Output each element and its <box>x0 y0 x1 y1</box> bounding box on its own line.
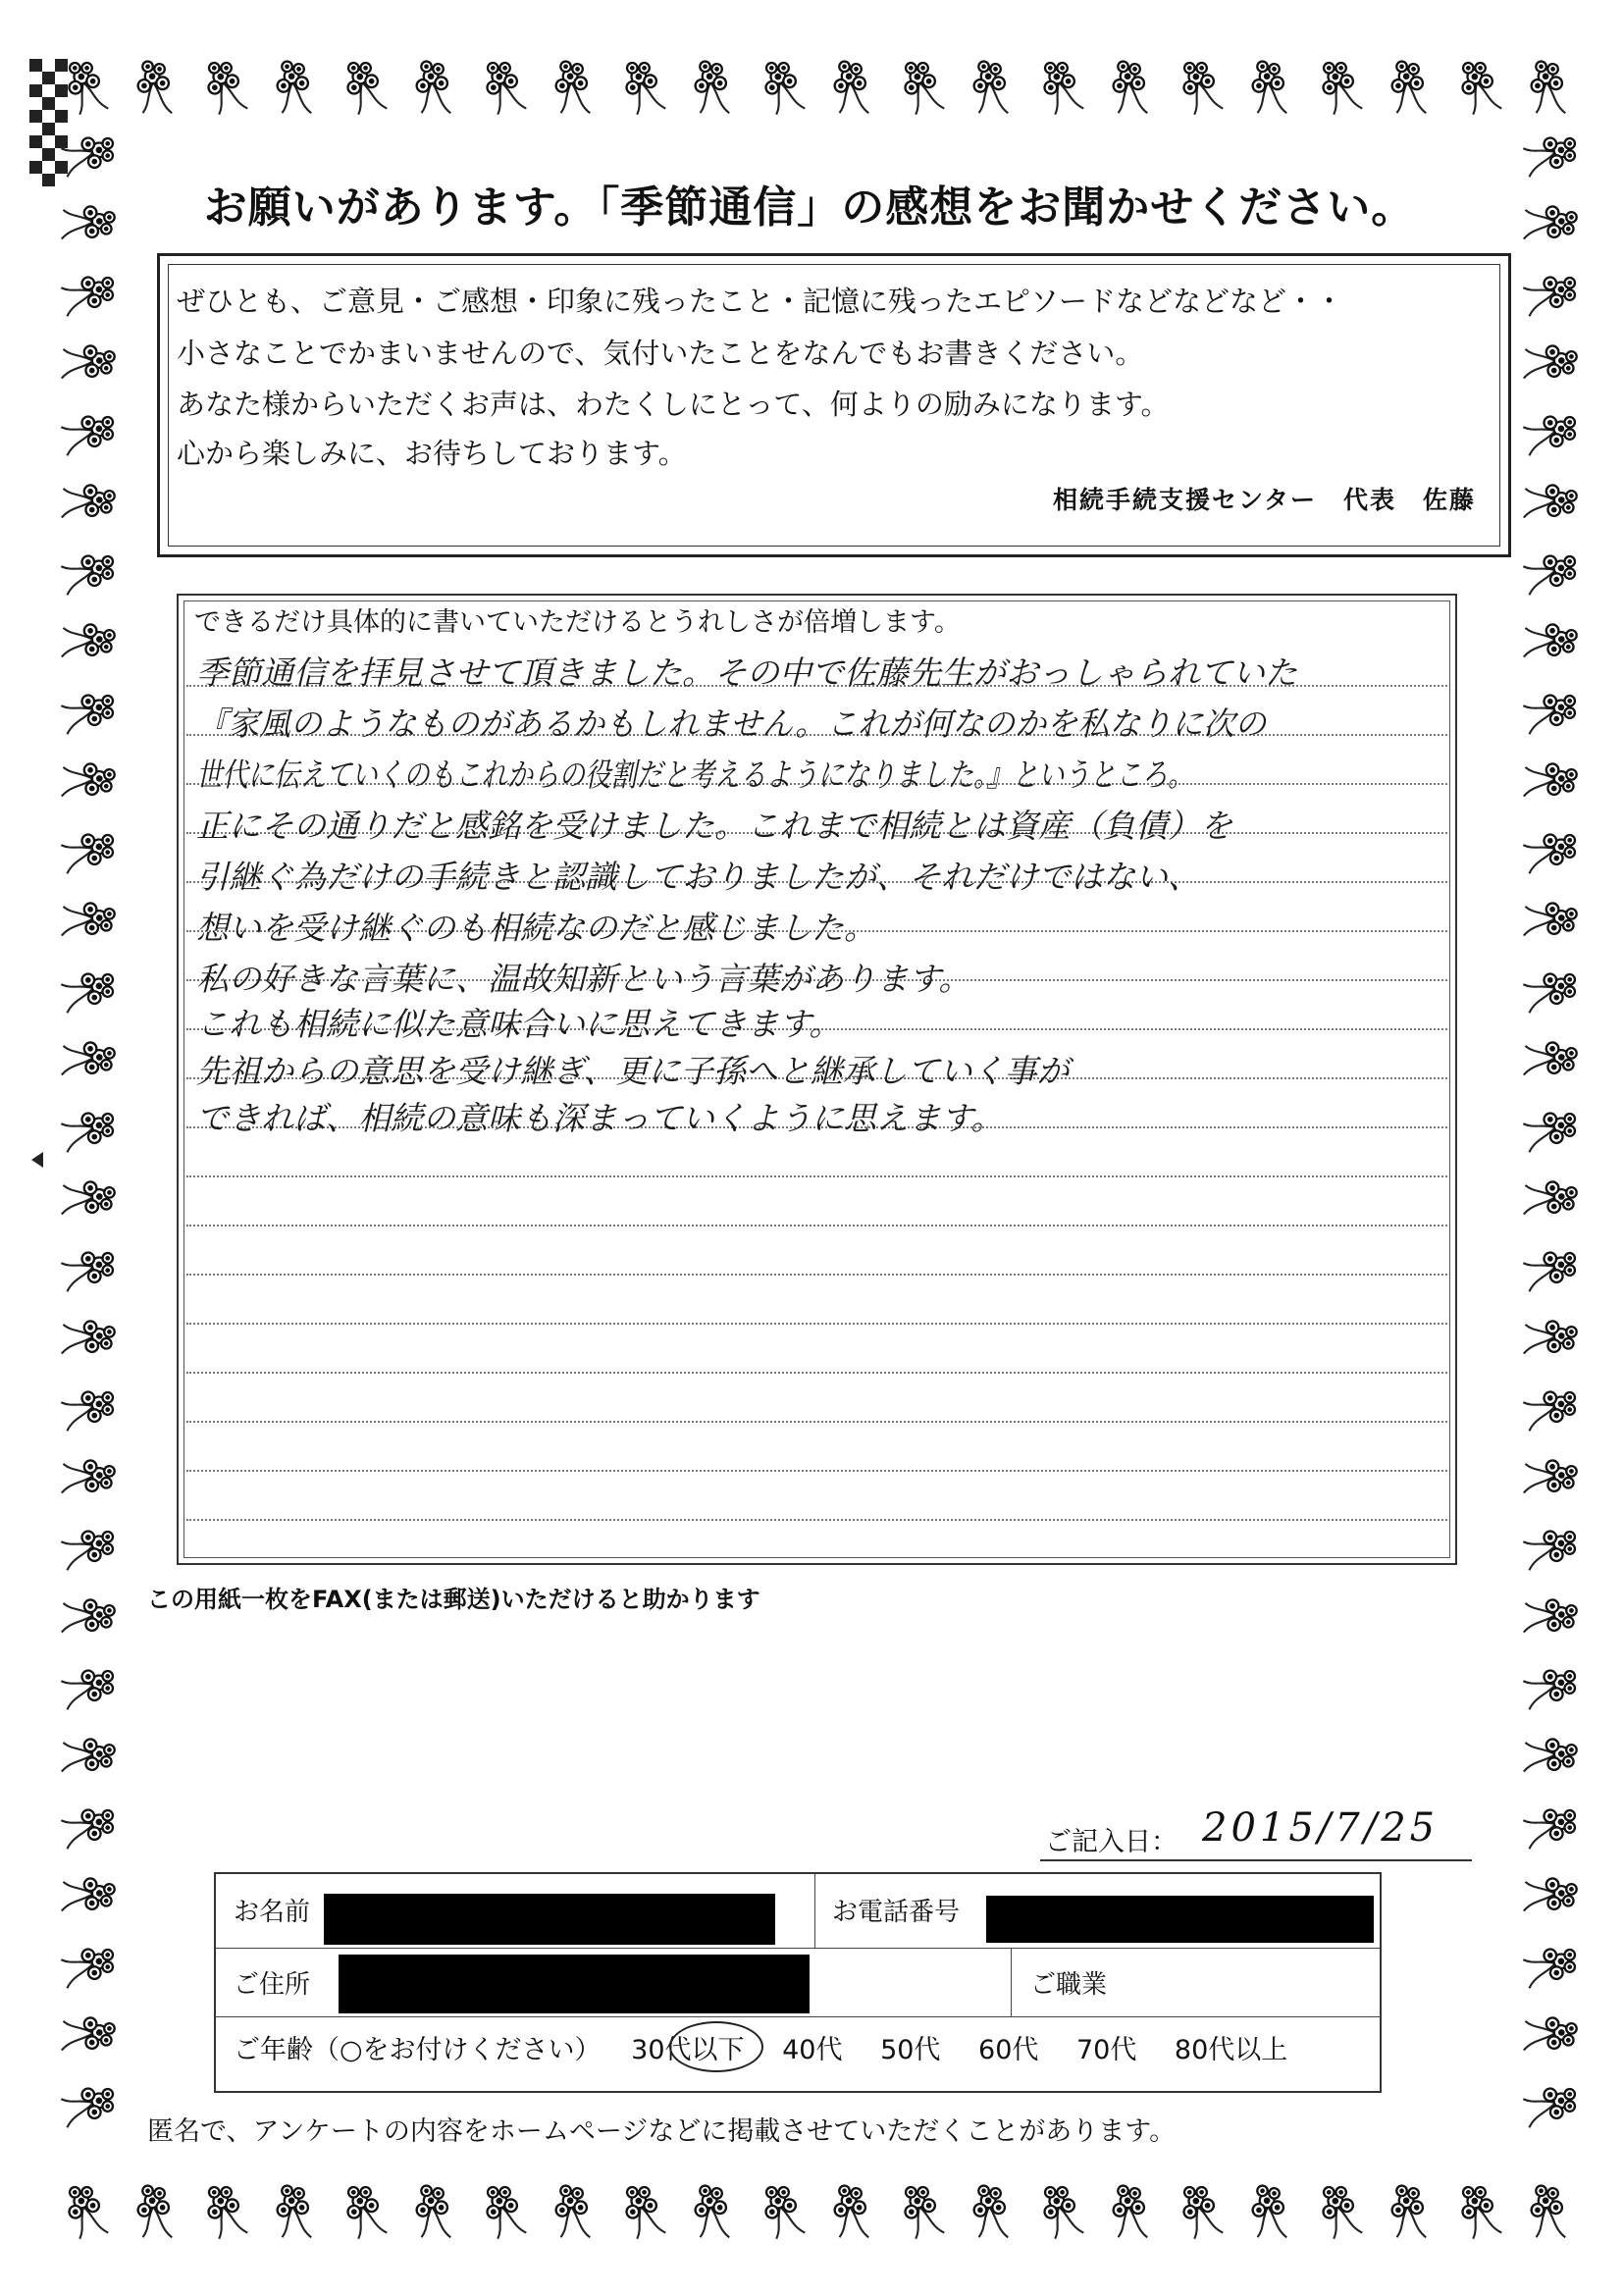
ruled-line <box>186 1225 1447 1226</box>
age-label: ご年齢（○をお付けください） <box>234 2035 602 2065</box>
date-value[interactable]: 2015/7/25 <box>1202 1805 1440 1851</box>
ruled-line <box>186 1274 1447 1276</box>
message-line: ぜひとも、ご意見・ご感想・印象に残ったこと・記憶に残ったエピソードなどなどなど・・ <box>177 285 1344 318</box>
age-option-30s-under[interactable]: 30代以下 <box>631 2035 745 2065</box>
date-underline <box>1040 1859 1472 1861</box>
contact-form <box>214 1872 1382 2093</box>
handwritten-line: 正にその通りだと感銘を受けました。これまで相続とは資産（負債）を <box>196 807 1232 845</box>
message-line: あなた様からいただくお声は、わたくしにとって、何よりの励みになります。 <box>177 388 1170 421</box>
ruled-line <box>186 1323 1447 1325</box>
address-field-redacted[interactable] <box>339 1955 810 2013</box>
name-field-redacted[interactable] <box>324 1894 775 1945</box>
phone-field-redacted[interactable] <box>986 1896 1374 1943</box>
ruled-line <box>186 1175 1447 1177</box>
ruled-line <box>186 1519 1447 1521</box>
page-title: お願いがあります。「季節通信」の感想をお聞かせください。 <box>203 183 1416 233</box>
message-line: 小さなことでかまいませんので、気付いたことをなんでもお書きください。 <box>177 337 1144 370</box>
handwritten-line: 私の好きな言葉に、温故知新という言葉があります。 <box>196 960 971 998</box>
floral-border-bottom <box>59 2173 1590 2252</box>
message-line: 心から楽しみに、お待ちしております。 <box>177 437 687 470</box>
comment-prompt: できるだけ具体的に書いていただけるとうれしさが倍増します。 <box>194 607 961 638</box>
ruled-line <box>186 1421 1447 1423</box>
checker-corner-mark <box>29 59 71 186</box>
age-selection-circle <box>669 2021 763 2072</box>
phone-label: お電話番号 <box>832 1898 961 1927</box>
name-label: お名前 <box>234 1898 311 1927</box>
handwritten-line: これも相続に似た意味合いに思えてきます。 <box>196 1005 842 1043</box>
occupation-label: ご職業 <box>1030 1970 1108 2000</box>
handwritten-line: 世代に伝えていくのもこれからの役割だと考えるようになりました。』というところ。 <box>196 756 1194 794</box>
floral-border-top <box>59 49 1590 128</box>
handwritten-line: 季節通信を拝見させて頂きました。その中で佐藤先生がおっしゃられていた <box>196 653 1297 692</box>
age-option-50s[interactable]: 50代 <box>880 2035 941 2065</box>
triangle-marker-icon <box>29 1151 45 1169</box>
handwritten-line: 先祖からの意思を受け継ぎ、更に子孫へと継承していく事が <box>196 1052 1070 1090</box>
signature: 相続手続支援センター 代表 佐藤 <box>1052 486 1476 514</box>
floral-border-right <box>1516 128 1595 2173</box>
ruled-line <box>186 1470 1447 1472</box>
fax-note: この用紙一枚をFAX(または郵送)いただけると助かります <box>147 1586 760 1613</box>
age-option-70s[interactable]: 70代 <box>1075 2035 1137 2065</box>
age-option-40s[interactable]: 40代 <box>782 2035 843 2065</box>
floral-border-left <box>54 128 132 2173</box>
ruled-line <box>186 1372 1447 1374</box>
age-option-80s-over[interactable]: 80代以上 <box>1174 2035 1288 2065</box>
handwritten-line: 『家風のようなものがあるかもしれません。これが何なのかを私なりに次の <box>196 704 1267 743</box>
anonymous-note: 匿名で、アンケートの内容をホームページなどに掲載させていただくことがあります。 <box>147 2116 1177 2147</box>
handwritten-line: 引継ぐ為だけの手続きと認識しておりましたが、それだけではない、 <box>196 858 1200 896</box>
handwritten-line: できれば、相続の意味も深まっていくように思えます。 <box>196 1099 1004 1137</box>
date-label: ご記入日： <box>1045 1827 1178 1857</box>
address-label: ご住所 <box>234 1970 311 2000</box>
handwritten-line: 想いを受け継ぐのも相続なのだと感じました。 <box>196 909 876 947</box>
age-option-60s[interactable]: 60代 <box>978 2035 1039 2065</box>
